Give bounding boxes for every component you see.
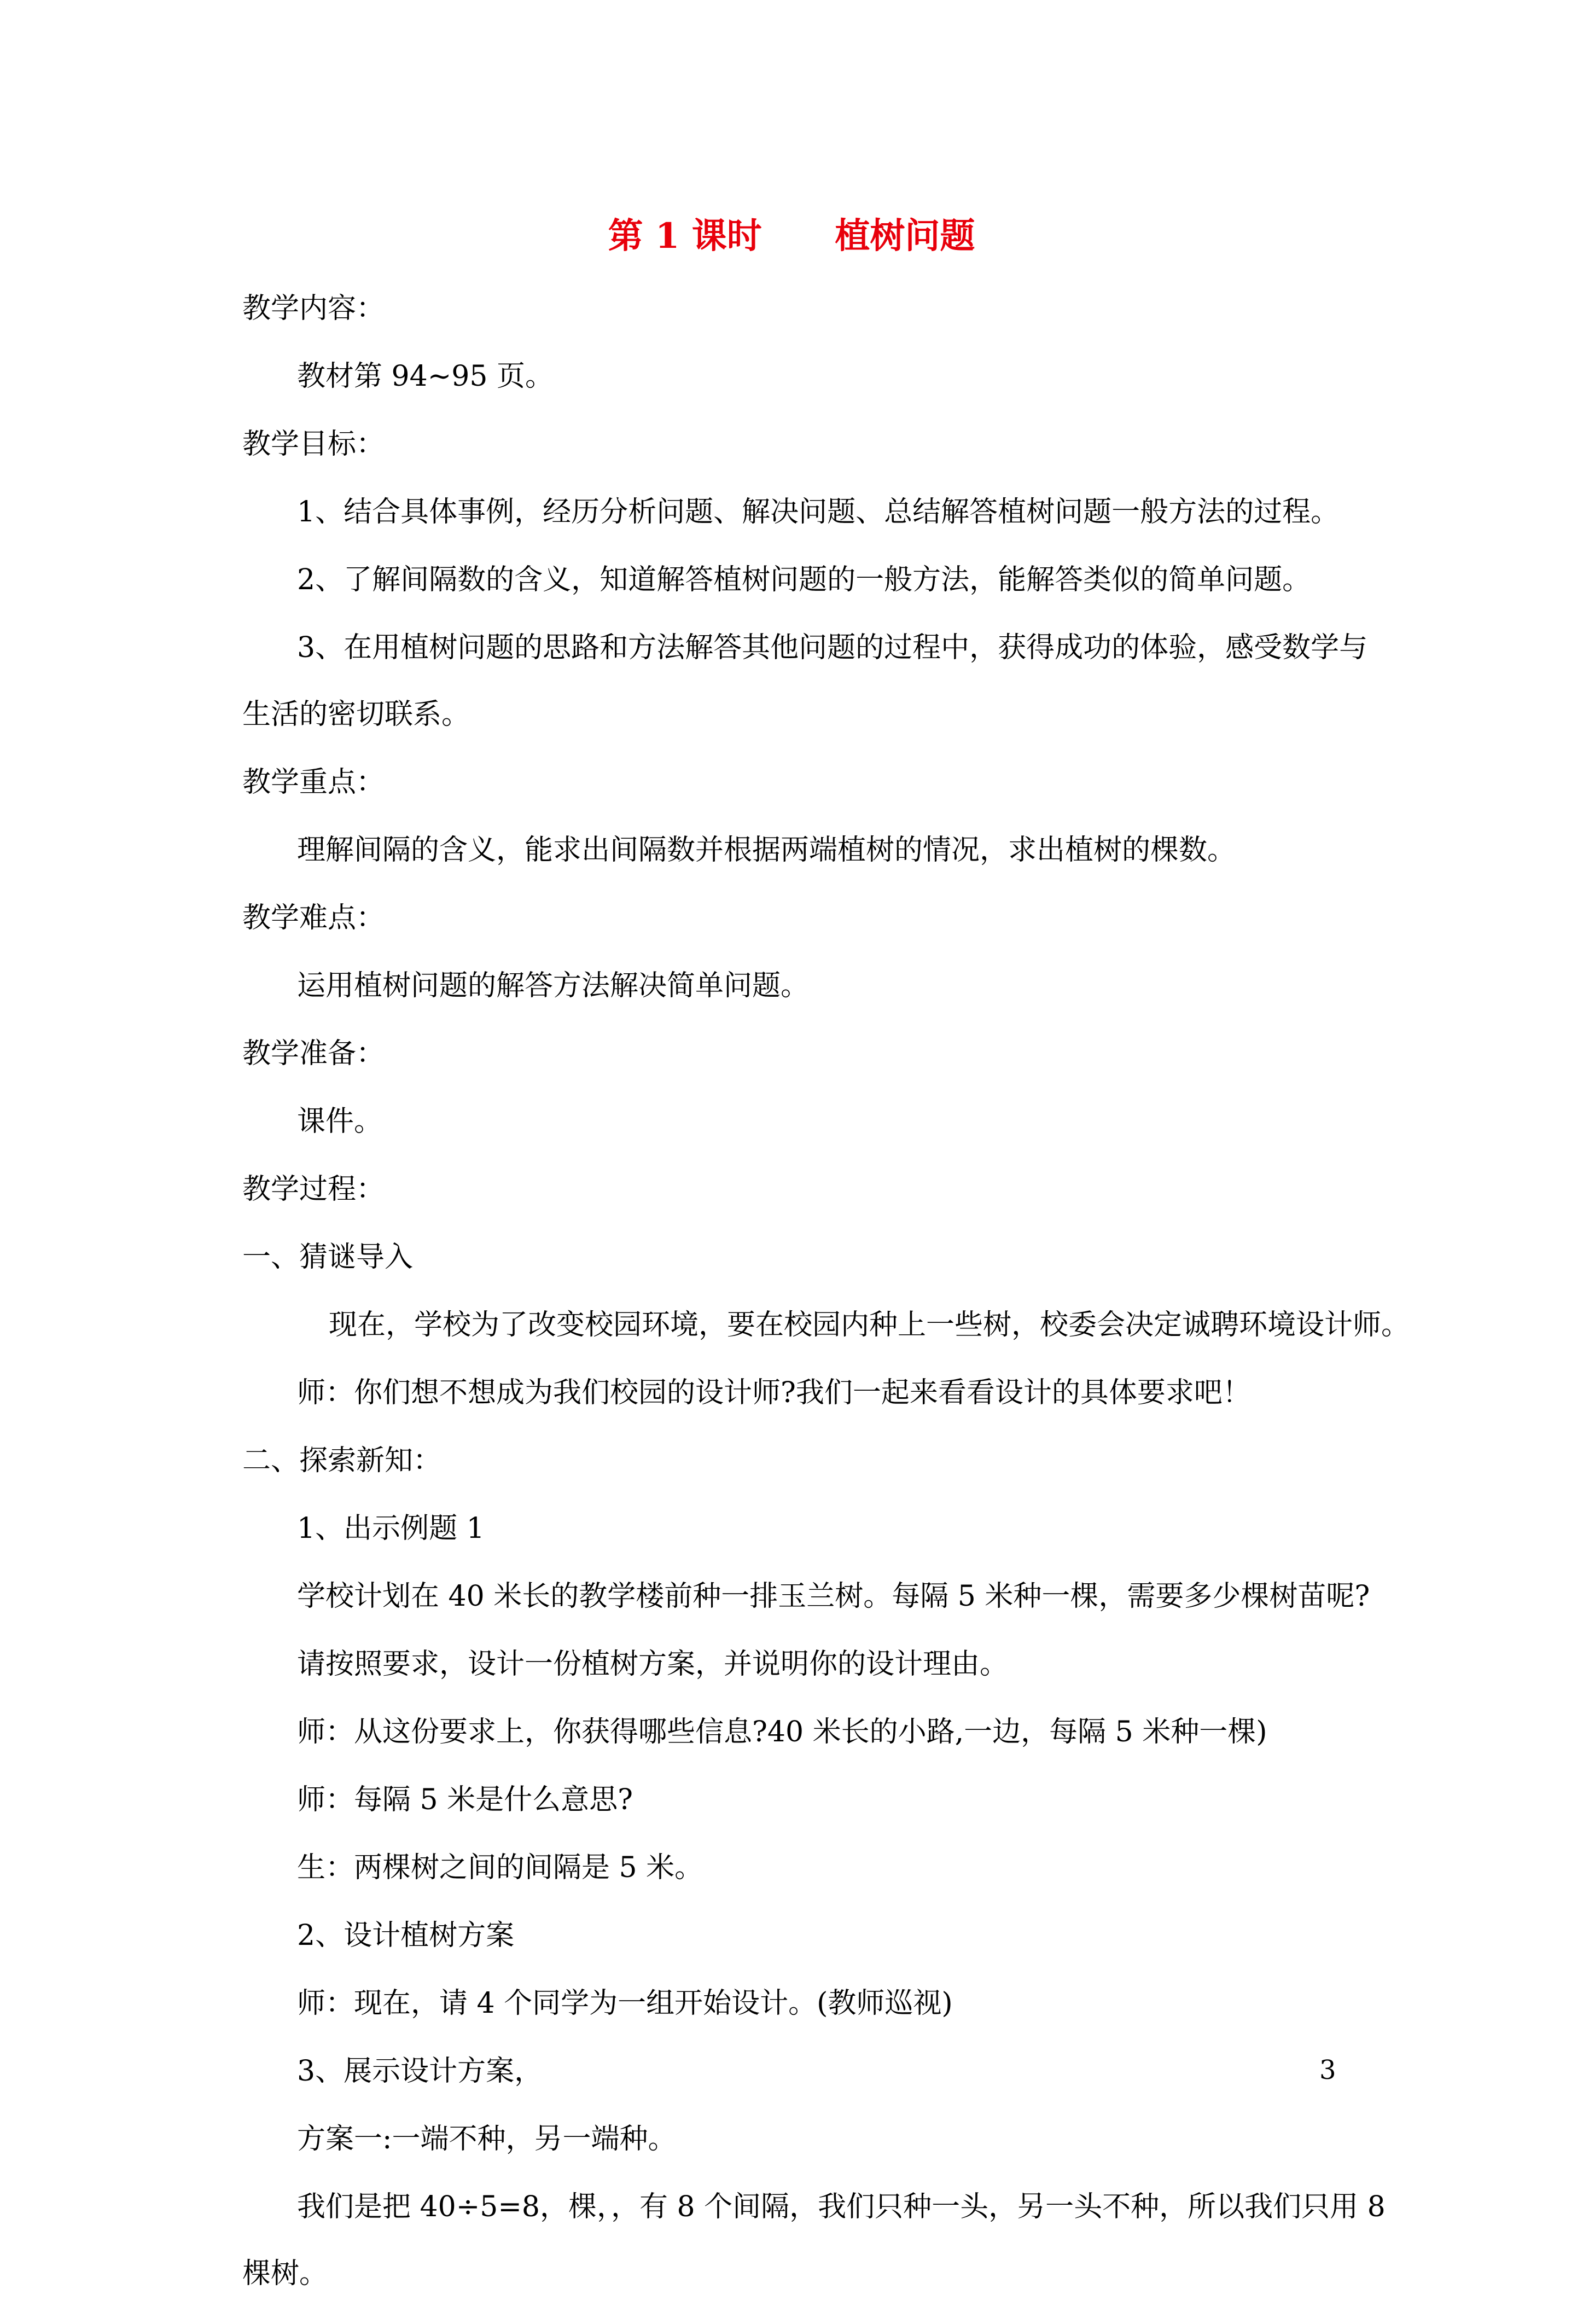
dialogue-student-answer: 生：两棵树之间的间隔是 5 米。 (297, 1851, 703, 1884)
step-design-plan: 2、设计植树方案 (297, 1919, 515, 1952)
paragraph-textbook-pages: 教材第 94~95 页。 (297, 360, 554, 393)
dialogue-teacher-groups: 师：现在，请 4 个同学为一组开始设计。(教师巡视) (297, 1987, 953, 2020)
heading-teaching-process: 教学过程： (242, 1173, 385, 1206)
page-number: 3 (1319, 2055, 1336, 2085)
heading-key-points: 教学重点： (242, 766, 385, 799)
heading-preparation: 教学准备： (242, 1037, 385, 1070)
goal-item-2: 2、了解间隔数的含义，知道解答植树问题的一般方法，能解答类似的简单问题。 (297, 563, 1311, 596)
plan-one: 方案一:一端不种，另一端种。 (297, 2123, 677, 2155)
paragraph-design-request: 请按照要求，设计一份植树方案，并说明你的设计理由。 (297, 1648, 1009, 1681)
dialogue-teacher-meaning: 师：每隔 5 米是什么意思? (297, 1783, 633, 1816)
goal-item-3: 3、在用植树问题的思路和方法解答其他问题的过程中，获得成功的体验，感受数学与 (297, 631, 1368, 664)
heading-teaching-goals: 教学目标： (242, 428, 385, 461)
paragraph-example-problem: 学校计划在 40 米长的教学楼前种一排玉兰树。每隔 5 米种一棵，需要多少棵树苗呢? (297, 1580, 1370, 1613)
heading-teaching-content: 教学内容： (242, 292, 385, 325)
section-heading-explore: 二、探索新知： (242, 1444, 442, 1477)
plan-one-explanation-continued: 棵树。 (242, 2257, 328, 2290)
step-show-example: 1、出示例题 1 (297, 1512, 485, 1545)
step-show-plans: 3、展示设计方案， (297, 2055, 543, 2088)
plan-one-explanation: 我们是把 40÷5=8，棵，，有 8 个间隔，我们只种一头，另一头不种，所以我们只用 8 (297, 2191, 1386, 2223)
paragraph-teacher-question: 师：你们想不想成为我们校园的设计师?我们一起来看看设计的具体要求吧！ (297, 1376, 1251, 1409)
goal-item-1: 1、结合具体事例，经历分析问题、解决问题、总结解答植树问题一般方法的过程。 (297, 496, 1340, 528)
lesson-title: 第 1 课时 植树问题 (608, 216, 975, 257)
paragraph-key-points: 理解间隔的含义，能求出间隔数并根据两端植树的情况，求出植树的棵数。 (297, 834, 1236, 867)
section-heading-riddle-intro: 一、猜谜导入 (242, 1241, 414, 1274)
lesson-body (242, 291, 1410, 2324)
paragraph-intro-scene: 现在，学校为了改变校园环境，要在校园内种上一些树，校委会决定诚聘环境设计师。 (329, 1309, 1410, 1341)
dialogue-teacher-info: 师：从这份要求上，你获得哪些信息?40 米长的小路,一边，每隔 5 米种一棵) (297, 1716, 1267, 1748)
goal-item-3-continued: 生活的密切联系。 (242, 698, 470, 731)
paragraph-preparation: 课件。 (297, 1105, 383, 1138)
heading-difficulties: 教学难点： (242, 902, 385, 934)
paragraph-difficulties: 运用植树问题的解答方法解决简单问题。 (297, 969, 810, 1002)
